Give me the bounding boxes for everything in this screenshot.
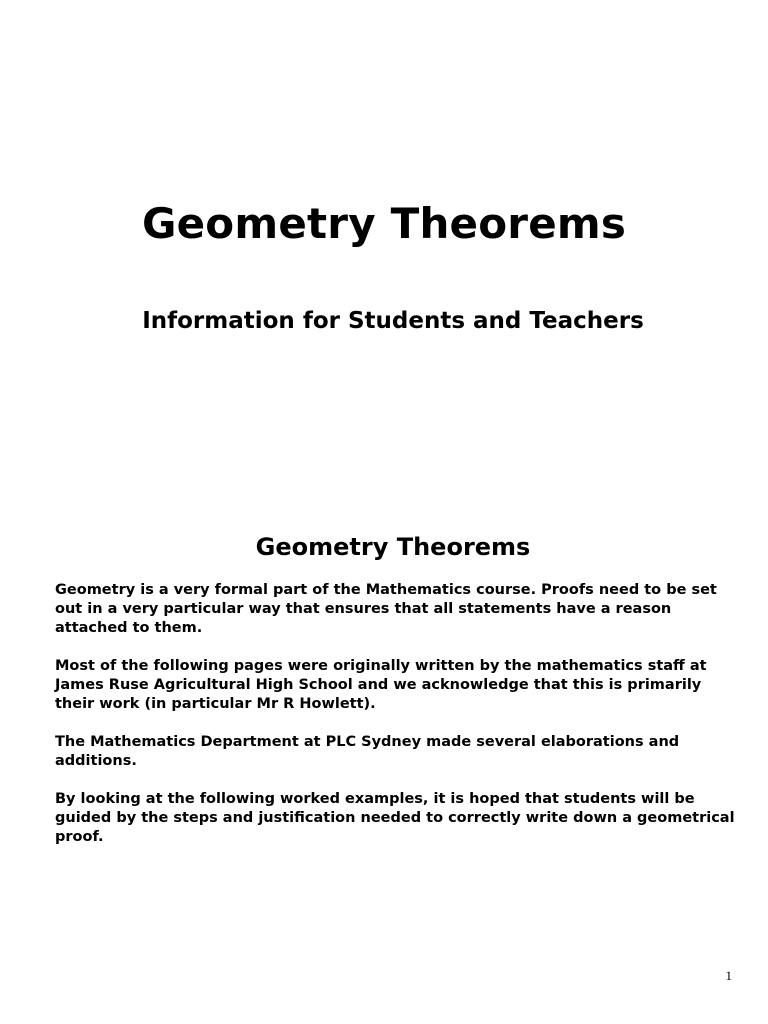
body-paragraph-1: Geometry is a very formal part of the Mathematics course. Proofs need to be set out in a very particular way that ensures that all statements have a reason attached to them.	[55, 582, 717, 636]
document-subtitle: Information for Students and Teachers	[142, 308, 644, 334]
page-number: 1	[725, 968, 732, 983]
section-title: Geometry Theorems	[255, 533, 531, 561]
document-title: Geometry Theorems	[141, 199, 627, 248]
body-paragraph-2: Most of the following pages were originally written by the mathematics staff at James Ruse Agricultural High School and we acknowledge that this is primarily their work (in particular Mr R Howlett).	[55, 658, 707, 712]
body-paragraph-4: By looking at the following worked examples, it is hoped that students will be guided by the steps and justification needed to correctly write down a geometrical proof.	[55, 791, 735, 845]
section-body	[55, 581, 745, 866]
body-paragraph-3: The Mathematics Department at PLC Sydney made several elaborations and additions.	[55, 734, 680, 769]
